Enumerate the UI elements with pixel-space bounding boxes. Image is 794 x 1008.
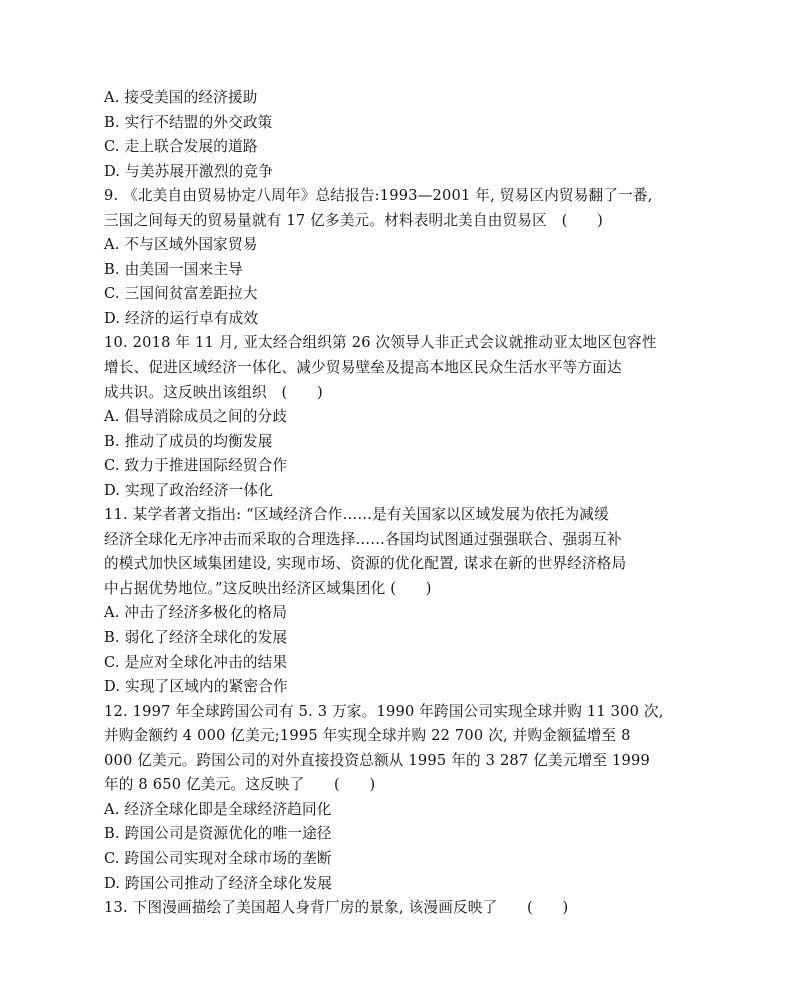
q11-stem-line-1: 11. 某学者著文指出: “区域经济合作……是有关国家以区域发展为依托为减缓 [104, 506, 609, 524]
q10-option-a: A. 倡导消除成员之间的分歧 [104, 408, 288, 426]
q12-option-d: D. 跨国公司推动了经济全球化发展 [104, 874, 333, 892]
q11-option-b: B. 弱化了经济全球化的发展 [104, 629, 288, 647]
q10-option-d: D. 实现了政治经济一体化 [104, 481, 273, 499]
q12-option-b: B. 跨国公司是资源优化的唯一途径 [104, 825, 332, 843]
q11-stem-line-4: 中占据优势地位。”这反映出经济区域集团化 ( ) [104, 579, 432, 597]
q9-option-c: C. 三国间贫富差距拉大 [104, 285, 258, 303]
q13-stem-line-1: 13. 下图漫画描绘了美国超人身背厂房的景象, 该漫画反映了 ( ) [104, 899, 569, 917]
q12-stem-line-2: 并购金额约 4 000 亿美元;1995 年实现全球并购 22 700 次, 并购金额猛增至 8 [104, 727, 631, 745]
q8-option-c: C. 走上联合发展的道路 [104, 138, 258, 156]
q11-stem-line-2: 经济全球化无序冲击而采取的合理选择……各国均试图通过强强联合、强弱互补 [104, 530, 622, 548]
q11-option-a: A. 冲击了经济多极化的格局 [104, 604, 288, 622]
question-text [104, 86, 704, 921]
q12-stem-line-1: 12. 1997 年全球跨国公司有 5. 3 万家。1990 年跨国公司实现全球并购 11 300 次, [104, 702, 664, 720]
q9-option-b: B. 由美国一国来主导 [104, 260, 243, 278]
q12-option-a: A. 经济全球化即是全球经济趋同化 [104, 800, 332, 818]
q8-option-a: A. 接受美国的经济援助 [104, 89, 258, 106]
q11-option-d: D. 实现了区域内的紧密合作 [104, 678, 288, 696]
q10-option-c: C. 致力于推进国际经贸合作 [104, 457, 288, 475]
q11-option-c: C. 是应对全球化冲击的结果 [104, 653, 288, 671]
q10-stem-line-3: 成共识。这反映出该组织 ( ) [104, 383, 323, 401]
q10-stem-line-1: 10. 2018 年 11 月, 亚太经合组织第 26 次领导人非正式会议就推动亚太地区包容性 [104, 334, 657, 352]
q9-option-d: D. 经济的运行卓有成效 [104, 309, 259, 327]
q12-stem-line-4: 年的 8 650 亿美元。这反映了 ( ) [104, 776, 376, 794]
q9-option-a: A. 不与区域外国家贸易 [104, 236, 258, 254]
q8-option-d: D. 与美苏展开激烈的竞争 [104, 162, 273, 180]
q12-stem-line-3: 000 亿美元。跨国公司的对外直接投资总额从 1995 年的 3 287 亿美元增至 1999 [104, 751, 650, 769]
q10-stem-line-2: 增长、促进区域经济一体化、减少贸易壁垒及提高本地区民众生活水平等方面达 [104, 359, 622, 377]
q12-option-c: C. 跨国公司实现对全球市场的垄断 [104, 849, 332, 867]
q9-stem-line-1: 9. 《北美自由贸易协定八周年》总结报告:1993—2001 年, 贸易区内贸易翻了一番, [104, 187, 653, 205]
q9-stem-line-2: 三国之间每天的贸易量就有 17 亿多美元。材料表明北美自由贸易区 ( ) [104, 211, 604, 229]
q8-option-b: B. 实行不结盟的外交政策 [104, 113, 273, 131]
q10-option-b: B. 推动了成员的均衡发展 [104, 432, 273, 450]
q11-stem-line-3: 的模式加快区域集团建设, 实现市场、资源的优化配置, 谋求在新的世界经济格局 [104, 555, 627, 573]
